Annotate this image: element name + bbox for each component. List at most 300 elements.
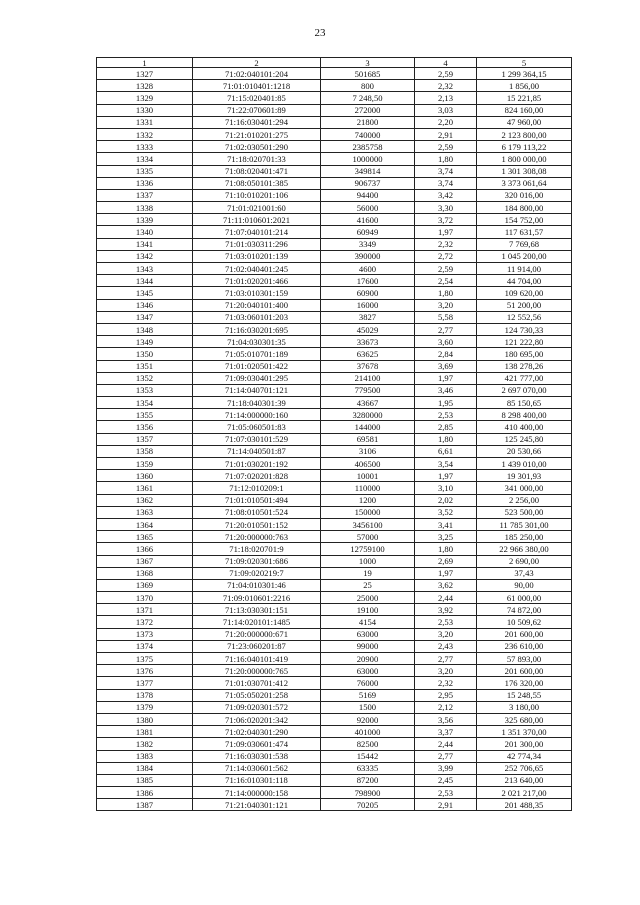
cadastral-number-cell: 71:09:010601:2216 (193, 592, 321, 604)
row-number-cell: 1366 (97, 543, 193, 555)
amount-cell: 154 752,00 (477, 214, 572, 226)
area-cell: 3280000 (321, 409, 415, 421)
rate-cell: 1,95 (415, 397, 477, 409)
rate-cell: 2,20 (415, 116, 477, 128)
row-number-cell: 1379 (97, 701, 193, 713)
row-number-cell: 1353 (97, 384, 193, 396)
row-number-cell: 1380 (97, 713, 193, 725)
area-cell: 19100 (321, 604, 415, 616)
rate-cell: 3,74 (415, 165, 477, 177)
row-number-cell: 1354 (97, 397, 193, 409)
amount-cell: 1 299 364,15 (477, 68, 572, 80)
table-row (97, 336, 572, 348)
table-row (97, 104, 572, 116)
cadastral-number-cell: 71:18:020701:9 (193, 543, 321, 555)
table-row (97, 665, 572, 677)
amount-cell: 117 631,57 (477, 226, 572, 238)
area-cell: 1000 (321, 555, 415, 567)
table-row (97, 592, 572, 604)
table-row (97, 470, 572, 482)
rate-cell: 2,32 (415, 80, 477, 92)
amount-cell: 15 248,55 (477, 689, 572, 701)
table-row (97, 494, 572, 506)
area-cell: 87200 (321, 774, 415, 786)
rate-cell: 2,12 (415, 701, 477, 713)
row-number-cell: 1339 (97, 214, 193, 226)
rate-cell: 3,72 (415, 214, 477, 226)
area-cell: 70205 (321, 799, 415, 811)
area-cell: 60949 (321, 226, 415, 238)
table-row (97, 531, 572, 543)
area-cell: 4600 (321, 263, 415, 275)
table-row (97, 482, 572, 494)
amount-cell: 1 301 308,08 (477, 165, 572, 177)
rate-cell: 2,59 (415, 263, 477, 275)
amount-cell: 2 256,00 (477, 494, 572, 506)
amount-cell: 3 373 061,64 (477, 177, 572, 189)
amount-cell: 15 221,85 (477, 92, 572, 104)
row-number-cell: 1382 (97, 738, 193, 750)
rate-cell: 2,32 (415, 238, 477, 250)
table-row (97, 787, 572, 799)
table-row (97, 701, 572, 713)
cadastral-number-cell: 71:14:040701:121 (193, 384, 321, 396)
row-number-cell: 1374 (97, 640, 193, 652)
amount-cell: 1 800 000,00 (477, 153, 572, 165)
rate-cell: 3,20 (415, 665, 477, 677)
rate-cell: 1,97 (415, 226, 477, 238)
area-cell: 12759100 (321, 543, 415, 555)
area-cell: 3456100 (321, 518, 415, 530)
table-row (97, 384, 572, 396)
amount-cell: 19 301,93 (477, 470, 572, 482)
amount-cell: 1 045 200,00 (477, 250, 572, 262)
table-row (97, 226, 572, 238)
rate-cell: 3,25 (415, 531, 477, 543)
amount-cell: 51 200,00 (477, 299, 572, 311)
cadastral-number-cell: 71:09:020301:686 (193, 555, 321, 567)
row-number-cell: 1381 (97, 726, 193, 738)
cadastral-number-cell: 71:15:020401:85 (193, 92, 321, 104)
cadastral-number-cell: 71:08:010501:524 (193, 506, 321, 518)
row-number-cell: 1356 (97, 421, 193, 433)
amount-cell: 2 123 800,00 (477, 128, 572, 140)
rate-cell: 2,32 (415, 677, 477, 689)
table-row (97, 214, 572, 226)
amount-cell: 125 245,80 (477, 433, 572, 445)
row-number-cell: 1384 (97, 762, 193, 774)
rate-cell: 2,91 (415, 128, 477, 140)
rate-cell: 1,80 (415, 433, 477, 445)
row-number-cell: 1336 (97, 177, 193, 189)
amount-cell: 236 610,00 (477, 640, 572, 652)
row-number-cell: 1362 (97, 494, 193, 506)
table-row (97, 141, 572, 153)
area-cell: 1500 (321, 701, 415, 713)
cadastral-number-cell: 71:04:030301:35 (193, 336, 321, 348)
column-header: 3 (321, 58, 415, 68)
table-row (97, 311, 572, 323)
amount-cell: 252 706,65 (477, 762, 572, 774)
table-row (97, 397, 572, 409)
amount-cell: 44 704,00 (477, 275, 572, 287)
amount-cell: 47 960,00 (477, 116, 572, 128)
area-cell: 7 248,50 (321, 92, 415, 104)
area-cell: 150000 (321, 506, 415, 518)
amount-cell: 1 351 370,00 (477, 726, 572, 738)
rate-cell: 2,45 (415, 774, 477, 786)
row-number-cell: 1327 (97, 68, 193, 80)
amount-cell: 1 439 010,00 (477, 458, 572, 470)
amount-cell: 6 179 113,22 (477, 141, 572, 153)
row-number-cell: 1345 (97, 287, 193, 299)
table-row (97, 92, 572, 104)
amount-cell: 74 872,00 (477, 604, 572, 616)
cadastral-number-cell: 71:01:010401:1218 (193, 80, 321, 92)
amount-cell: 10 509,62 (477, 616, 572, 628)
amount-cell: 184 800,00 (477, 202, 572, 214)
area-cell: 76000 (321, 677, 415, 689)
cadastral-number-cell: 71:05:060501:83 (193, 421, 321, 433)
amount-cell: 2 690,00 (477, 555, 572, 567)
table-row (97, 604, 572, 616)
cadastral-number-cell: 71:01:020201:466 (193, 275, 321, 287)
table-row (97, 153, 572, 165)
cadastral-number-cell: 71:16:040101:419 (193, 653, 321, 665)
cadastral-number-cell: 71:05:010701:189 (193, 348, 321, 360)
row-number-cell: 1383 (97, 750, 193, 762)
amount-cell: 185 250,00 (477, 531, 572, 543)
amount-cell: 3 180,00 (477, 701, 572, 713)
area-cell: 349814 (321, 165, 415, 177)
cadastral-number-cell: 71:05:050201:258 (193, 689, 321, 701)
rate-cell: 3,30 (415, 202, 477, 214)
area-cell: 15442 (321, 750, 415, 762)
rate-cell: 3,10 (415, 482, 477, 494)
rate-cell: 2,91 (415, 799, 477, 811)
area-cell: 21800 (321, 116, 415, 128)
rate-cell: 3,20 (415, 628, 477, 640)
amount-cell: 22 966 380,00 (477, 543, 572, 555)
rate-cell: 2,53 (415, 787, 477, 799)
rate-cell: 3,54 (415, 458, 477, 470)
area-cell: 4154 (321, 616, 415, 628)
rate-cell: 2,77 (415, 323, 477, 335)
cadastral-number-cell: 71:07:030101:529 (193, 433, 321, 445)
cadastral-number-cell: 71:10:010201:106 (193, 189, 321, 201)
cadastral-number-cell: 71:14:020101:1485 (193, 616, 321, 628)
amount-cell: 57 893,00 (477, 653, 572, 665)
cadastral-number-cell: 71:01:020501:422 (193, 360, 321, 372)
cadastral-number-cell: 71:16:030301:538 (193, 750, 321, 762)
rate-cell: 3,69 (415, 360, 477, 372)
row-number-cell: 1359 (97, 458, 193, 470)
rate-cell: 1,97 (415, 567, 477, 579)
amount-cell: 11 914,00 (477, 263, 572, 275)
area-cell: 25000 (321, 592, 415, 604)
cadastral-number-cell: 71:22:070601:89 (193, 104, 321, 116)
cadastral-number-cell: 71:20:000000:765 (193, 665, 321, 677)
rate-cell: 2,13 (415, 92, 477, 104)
table-row (97, 628, 572, 640)
cadastral-number-cell: 71:02:040301:290 (193, 726, 321, 738)
area-cell: 10001 (321, 470, 415, 482)
cadastral-number-cell: 71:03:010201:139 (193, 250, 321, 262)
area-cell: 1200 (321, 494, 415, 506)
row-number-cell: 1373 (97, 628, 193, 640)
column-header: 2 (193, 58, 321, 68)
amount-cell: 325 680,00 (477, 713, 572, 725)
table-row (97, 165, 572, 177)
rate-cell: 1,97 (415, 470, 477, 482)
area-cell: 63335 (321, 762, 415, 774)
row-number-cell: 1358 (97, 445, 193, 457)
rate-cell: 2,77 (415, 653, 477, 665)
cadastral-number-cell: 71:01:030311:296 (193, 238, 321, 250)
row-number-cell: 1340 (97, 226, 193, 238)
cadastral-number-cell: 71:02:040101:204 (193, 68, 321, 80)
area-cell: 33673 (321, 336, 415, 348)
area-cell: 69581 (321, 433, 415, 445)
rate-cell: 1,80 (415, 153, 477, 165)
row-number-cell: 1328 (97, 80, 193, 92)
rate-cell: 3,60 (415, 336, 477, 348)
row-number-cell: 1334 (97, 153, 193, 165)
row-number-cell: 1337 (97, 189, 193, 201)
table-row (97, 726, 572, 738)
amount-cell: 109 620,00 (477, 287, 572, 299)
amount-cell: 37,43 (477, 567, 572, 579)
table-row (97, 458, 572, 470)
rate-cell: 2,44 (415, 738, 477, 750)
rate-cell: 2,77 (415, 750, 477, 762)
cadastral-number-cell: 71:13:030301:151 (193, 604, 321, 616)
area-cell: 82500 (321, 738, 415, 750)
cadastral-number-cell: 71:20:000000:671 (193, 628, 321, 640)
cadastral-number-cell: 71:23:060201:87 (193, 640, 321, 652)
table-row (97, 433, 572, 445)
row-number-cell: 1376 (97, 665, 193, 677)
table-row (97, 250, 572, 262)
rate-cell: 2,84 (415, 348, 477, 360)
cadastral-number-cell: 71:18:040301:39 (193, 397, 321, 409)
cadastral-number-cell: 71:03:060101:203 (193, 311, 321, 323)
amount-cell: 1 856,00 (477, 80, 572, 92)
cadastral-number-cell: 71:18:020701:33 (193, 153, 321, 165)
rate-cell: 2,53 (415, 409, 477, 421)
area-cell: 798900 (321, 787, 415, 799)
table-row (97, 189, 572, 201)
area-cell: 92000 (321, 713, 415, 725)
row-number-cell: 1331 (97, 116, 193, 128)
amount-cell: 11 785 301,00 (477, 518, 572, 530)
amount-cell: 138 278,26 (477, 360, 572, 372)
cadastral-number-cell: 71:11:010601:2021 (193, 214, 321, 226)
page-number: 23 (314, 27, 326, 39)
cadastral-number-cell: 71:06:020201:342 (193, 713, 321, 725)
amount-cell: 201 600,00 (477, 628, 572, 640)
table-row (97, 80, 572, 92)
area-cell: 63625 (321, 348, 415, 360)
area-cell: 63000 (321, 628, 415, 640)
area-cell: 3349 (321, 238, 415, 250)
rate-cell: 3,46 (415, 384, 477, 396)
row-number-cell: 1360 (97, 470, 193, 482)
rate-cell: 2,59 (415, 141, 477, 153)
table-row (97, 689, 572, 701)
row-number-cell: 1368 (97, 567, 193, 579)
table-row (97, 299, 572, 311)
amount-cell: 410 400,00 (477, 421, 572, 433)
row-number-cell: 1369 (97, 579, 193, 591)
rate-cell: 1,80 (415, 287, 477, 299)
row-number-cell: 1355 (97, 409, 193, 421)
amount-cell: 213 640,00 (477, 774, 572, 786)
area-cell: 906737 (321, 177, 415, 189)
area-cell: 501685 (321, 68, 415, 80)
cadastral-number-cell: 71:01:030201:192 (193, 458, 321, 470)
rate-cell: 6,61 (415, 445, 477, 457)
row-number-cell: 1335 (97, 165, 193, 177)
table-row (97, 287, 572, 299)
table-row (97, 238, 572, 250)
row-number-cell: 1365 (97, 531, 193, 543)
row-number-cell: 1342 (97, 250, 193, 262)
rate-cell: 2,95 (415, 689, 477, 701)
row-number-cell: 1385 (97, 774, 193, 786)
row-number-cell: 1330 (97, 104, 193, 116)
amount-cell: 201 488,35 (477, 799, 572, 811)
cadastral-number-cell: 71:03:010301:159 (193, 287, 321, 299)
table-row (97, 68, 572, 80)
area-cell: 25 (321, 579, 415, 591)
table-row (97, 421, 572, 433)
rate-cell: 3,74 (415, 177, 477, 189)
row-number-cell: 1352 (97, 372, 193, 384)
rate-cell: 3,52 (415, 506, 477, 518)
amount-cell: 8 298 400,00 (477, 409, 572, 421)
cadastral-number-cell: 71:21:010201:275 (193, 128, 321, 140)
area-cell: 19 (321, 567, 415, 579)
rate-cell: 2,53 (415, 616, 477, 628)
row-number-cell: 1343 (97, 263, 193, 275)
rate-cell: 3,20 (415, 299, 477, 311)
row-number-cell: 1344 (97, 275, 193, 287)
area-cell: 3827 (321, 311, 415, 323)
table-row (97, 567, 572, 579)
area-cell: 56000 (321, 202, 415, 214)
area-cell: 272000 (321, 104, 415, 116)
row-number-cell: 1378 (97, 689, 193, 701)
cadastral-number-cell: 71:09:020219:7 (193, 567, 321, 579)
area-cell: 20900 (321, 653, 415, 665)
amount-cell: 176 320,00 (477, 677, 572, 689)
column-header: 4 (415, 58, 477, 68)
data-table (96, 57, 572, 811)
area-cell: 43667 (321, 397, 415, 409)
rate-cell: 3,41 (415, 518, 477, 530)
cadastral-number-cell: 71:09:030401:295 (193, 372, 321, 384)
rate-cell: 3,99 (415, 762, 477, 774)
cadastral-number-cell: 71:08:050101:385 (193, 177, 321, 189)
row-number-cell: 1333 (97, 141, 193, 153)
table-row (97, 799, 572, 811)
table-row (97, 275, 572, 287)
table-row (97, 750, 572, 762)
amount-cell: 523 500,00 (477, 506, 572, 518)
row-number-cell: 1386 (97, 787, 193, 799)
row-number-cell: 1387 (97, 799, 193, 811)
row-number-cell: 1363 (97, 506, 193, 518)
table-row (97, 409, 572, 421)
table-row (97, 677, 572, 689)
cadastral-number-cell: 71:20:040101:400 (193, 299, 321, 311)
area-cell: 45029 (321, 323, 415, 335)
table-row (97, 579, 572, 591)
column-header: 1 (97, 58, 193, 68)
rate-cell: 2,85 (415, 421, 477, 433)
amount-cell: 201 600,00 (477, 665, 572, 677)
table-row (97, 372, 572, 384)
table-row (97, 263, 572, 275)
row-number-cell: 1370 (97, 592, 193, 604)
rate-cell: 3,62 (415, 579, 477, 591)
cadastral-number-cell: 71:14:000000:158 (193, 787, 321, 799)
row-number-cell: 1347 (97, 311, 193, 323)
rate-cell: 3,92 (415, 604, 477, 616)
amount-cell: 124 730,33 (477, 323, 572, 335)
row-number-cell: 1338 (97, 202, 193, 214)
cadastral-number-cell: 71:20:010501:152 (193, 518, 321, 530)
cadastral-number-cell: 71:07:020201:828 (193, 470, 321, 482)
area-cell: 5169 (321, 689, 415, 701)
table-row (97, 177, 572, 189)
area-cell: 37678 (321, 360, 415, 372)
amount-cell: 180 695,00 (477, 348, 572, 360)
amount-cell: 121 222,80 (477, 336, 572, 348)
row-number-cell: 1351 (97, 360, 193, 372)
column-header: 5 (477, 58, 572, 68)
rate-cell: 2,02 (415, 494, 477, 506)
area-cell: 779500 (321, 384, 415, 396)
row-number-cell: 1348 (97, 323, 193, 335)
table-row (97, 543, 572, 555)
amount-cell: 85 150,65 (477, 397, 572, 409)
cadastral-number-cell: 71:07:040101:214 (193, 226, 321, 238)
area-cell: 94400 (321, 189, 415, 201)
cadastral-number-cell: 71:21:040301:121 (193, 799, 321, 811)
table-row (97, 116, 572, 128)
area-cell: 16000 (321, 299, 415, 311)
cadastral-number-cell: 71:08:020401:471 (193, 165, 321, 177)
area-cell: 1000000 (321, 153, 415, 165)
cadastral-number-cell: 71:14:040501:87 (193, 445, 321, 457)
row-number-cell: 1349 (97, 336, 193, 348)
table-row (97, 774, 572, 786)
area-cell: 3106 (321, 445, 415, 457)
table-row (97, 128, 572, 140)
area-cell: 406500 (321, 458, 415, 470)
cadastral-number-cell: 71:16:010301:118 (193, 774, 321, 786)
rate-cell: 2,59 (415, 68, 477, 80)
rate-cell: 2,43 (415, 640, 477, 652)
cadastral-number-cell: 71:16:030401:294 (193, 116, 321, 128)
rate-cell: 3,37 (415, 726, 477, 738)
area-cell: 99000 (321, 640, 415, 652)
cadastral-number-cell: 71:02:040401:245 (193, 263, 321, 275)
amount-cell: 341 000,00 (477, 482, 572, 494)
amount-cell: 2 021 217,00 (477, 787, 572, 799)
